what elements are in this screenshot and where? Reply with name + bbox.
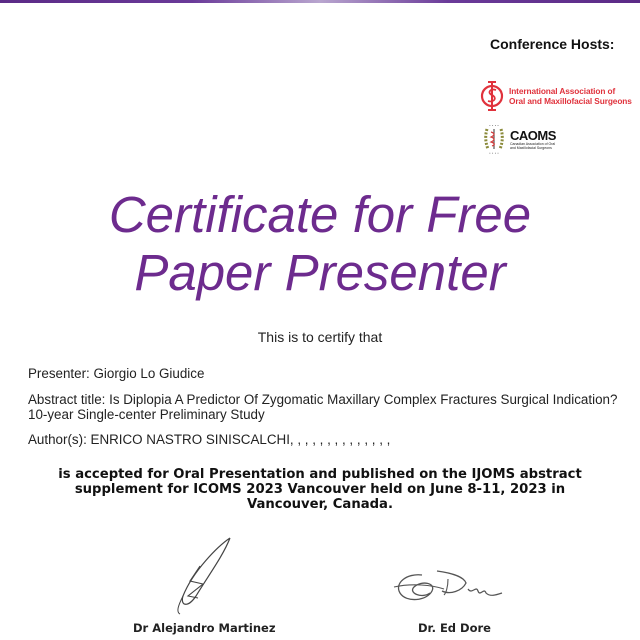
authors-field: Author(s): ENRICO NASTRO SINISCALCHI, , , , , , , , , , , , , , xyxy=(28,432,391,447)
caoms-subtitle-line2: and Maxillofacial Surgeons xyxy=(510,145,552,150)
signer-name: Dr. Ed Dore xyxy=(418,621,491,635)
certificate-title-line1: Certificate for Free xyxy=(108,186,532,243)
caoms-host-logo xyxy=(483,123,556,155)
svg-text:• • • •: • • • • xyxy=(489,151,499,155)
signature-icon xyxy=(392,565,512,610)
certificate-title xyxy=(0,186,640,302)
iaoms-host-logo xyxy=(479,80,632,112)
caoms-logo-icon xyxy=(483,123,505,155)
acceptance-statement: is accepted for Oral Presentation and published on the IJOMS abstract supplement for ICOMS 2023 Vancouver held on June 8-11, 2023 in Vancouver, Canada. xyxy=(58,467,582,512)
svg-text:• • • •: • • • • xyxy=(489,123,499,128)
caoms-name xyxy=(510,129,556,150)
iaoms-name-line1: International Association of xyxy=(509,86,616,96)
certificate-title-line2: Paper Presenter xyxy=(134,244,506,301)
conference-hosts-heading: Conference Hosts: xyxy=(490,36,615,52)
signature-icon xyxy=(168,536,238,616)
top-accent-bar xyxy=(0,0,640,3)
certify-statement: This is to certify that xyxy=(257,329,383,345)
iaoms-name xyxy=(509,86,632,106)
signer-name: Dr Alejandro Martinez xyxy=(133,621,276,635)
caoms-subtitle-line1: Canadian Association of Oral xyxy=(510,141,556,146)
presenter-field: Presenter: Giorgio Lo Giudice xyxy=(28,366,205,381)
iaoms-logo-icon xyxy=(479,80,505,112)
caoms-acronym: CAOMS xyxy=(510,127,556,143)
abstract-title-field: Abstract title: Is Diplopia A Predictor Of Zygomatic Maxillary Complex Fractures Surgical Indication? 10-year Single-center Preliminary Study xyxy=(28,392,618,422)
iaoms-name-line2: Oral and Maxillofacial Surgeons xyxy=(509,96,632,106)
